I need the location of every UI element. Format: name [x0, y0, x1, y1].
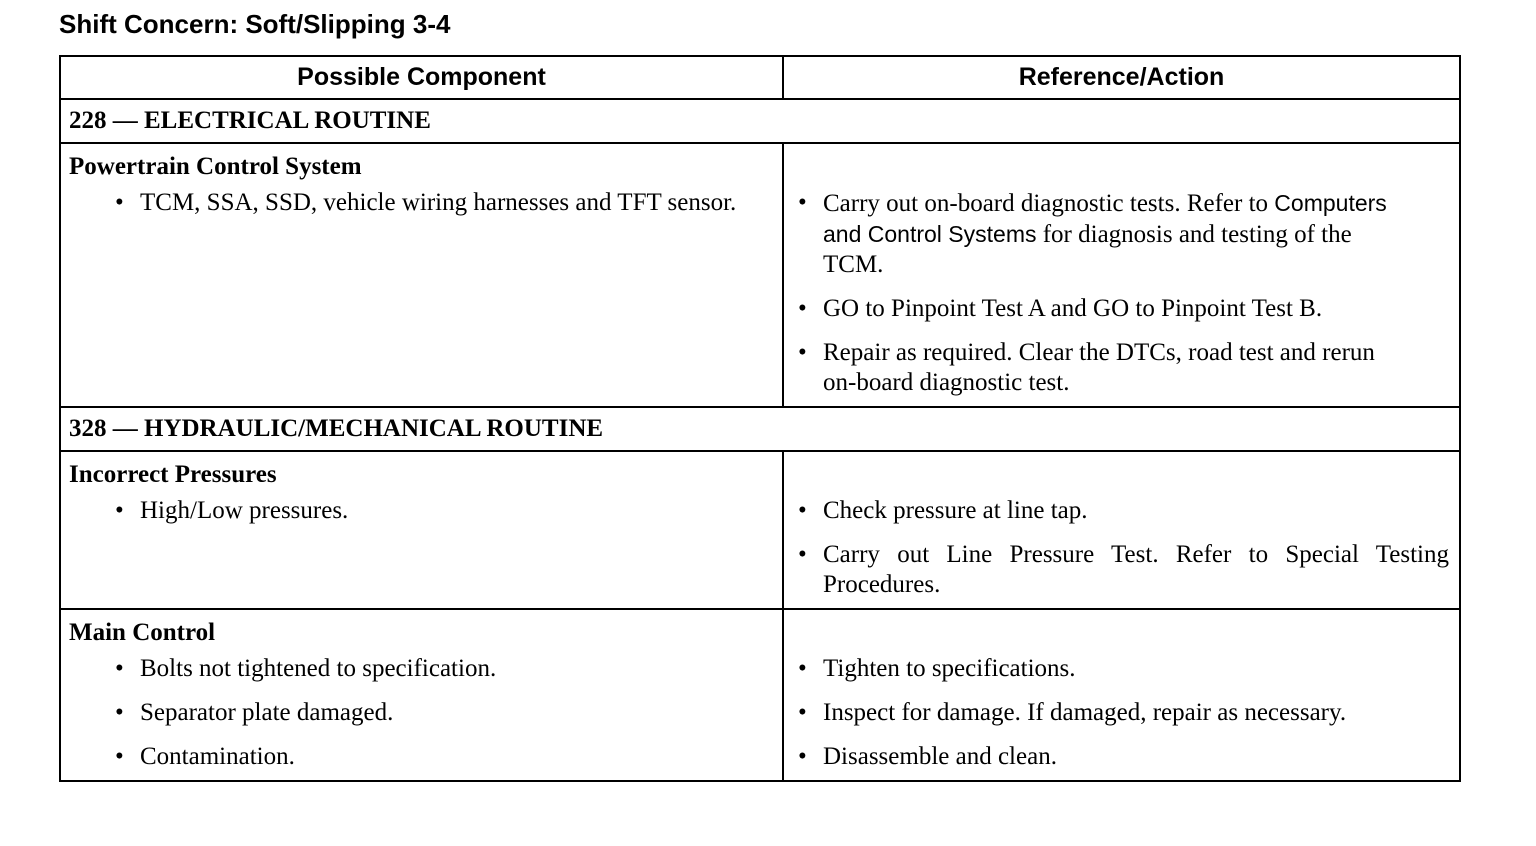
- bullet-icon: •: [798, 743, 807, 770]
- bullet-icon: •: [798, 699, 807, 726]
- list-item: [115, 496, 774, 526]
- list-item: [798, 654, 1449, 684]
- component-item-list: [69, 654, 774, 772]
- action-text: GO to Pinpoint Test A and GO to Pinpoint Test B.: [823, 295, 1323, 322]
- component-name: Powertrain Control System: [69, 153, 362, 180]
- component-item-text: High/Low pressures.: [140, 497, 349, 524]
- list-item: [798, 540, 1449, 600]
- action-text: Carry out on-board diagnostic tests. Refer to: [823, 190, 1275, 217]
- list-item: [798, 698, 1449, 728]
- list-item: [798, 742, 1449, 772]
- routine-heading: 228 — ELECTRICAL ROUTINE: [60, 99, 1460, 143]
- bullet-icon: •: [115, 655, 124, 682]
- list-item: [798, 294, 1449, 324]
- component-item-list: [69, 496, 774, 526]
- bullet-icon: •: [798, 339, 807, 366]
- table-row: [60, 143, 1460, 407]
- routine-heading: 328 — HYDRAULIC/MECHANICAL ROUTINE: [60, 407, 1460, 451]
- component-cell: [60, 143, 783, 407]
- component-item-list: [69, 188, 774, 218]
- routine-row: [60, 407, 1460, 451]
- list-item: [115, 698, 774, 728]
- list-item: [798, 188, 1449, 280]
- component-name: Incorrect Pressures: [69, 461, 277, 488]
- component-cell: [60, 451, 783, 609]
- list-item: [115, 654, 774, 684]
- bullet-icon: •: [798, 497, 807, 524]
- list-item: [115, 742, 774, 772]
- reference-cell: [783, 143, 1460, 407]
- routine-row: [60, 99, 1460, 143]
- page-title: Shift Concern: Soft/Slipping 3-4: [59, 9, 451, 39]
- bullet-icon: •: [115, 497, 124, 524]
- bullet-icon: •: [798, 189, 807, 216]
- action-text: Check pressure at line tap.: [823, 497, 1088, 524]
- bullet-icon: •: [798, 541, 807, 568]
- column-header-component: Possible Component: [60, 56, 783, 99]
- component-item-text: Separator plate damaged.: [140, 699, 394, 726]
- list-item: [798, 496, 1449, 526]
- action-list: [798, 188, 1449, 398]
- action-list: [798, 654, 1449, 772]
- action-text: Carry out Line Pressure Test. Refer to Special Testing Procedures.: [823, 541, 1449, 598]
- reference-cell: [783, 609, 1460, 781]
- table-row: [60, 451, 1460, 609]
- column-header-reference: Reference/Action: [783, 56, 1460, 99]
- action-text: Tighten to specifications.: [823, 655, 1076, 682]
- action-list: [798, 496, 1449, 600]
- bullet-icon: •: [115, 699, 124, 726]
- component-item-text: Contamination.: [140, 743, 295, 770]
- component-item-text: TCM, SSA, SSD, vehicle wiring harnesses and TFT sensor.: [140, 189, 737, 216]
- cross-reference-link[interactable]: Computers and Control Systems: [823, 190, 1387, 247]
- list-item: [798, 338, 1449, 398]
- action-text: Repair as required. Clear the DTCs, road test and rerun on-board diagnostic test.: [823, 339, 1375, 396]
- shift-concern-table: [59, 55, 1461, 782]
- component-name: Main Control: [69, 619, 216, 646]
- component-cell: [60, 609, 783, 781]
- reference-cell: [783, 451, 1460, 609]
- bullet-icon: •: [798, 655, 807, 682]
- action-text: Inspect for damage. If damaged, repair as necessary.: [823, 699, 1347, 726]
- bullet-icon: •: [115, 189, 124, 216]
- action-text: for diagnosis and testing of the TCM.: [823, 221, 1352, 278]
- table-header-row: [60, 56, 1460, 99]
- component-item-text: Bolts not tightened to specification.: [140, 655, 497, 682]
- action-text: Disassemble and clean.: [823, 743, 1057, 770]
- bullet-icon: •: [115, 743, 124, 770]
- list-item: [115, 188, 774, 218]
- table-row: [60, 609, 1460, 781]
- bullet-icon: •: [798, 295, 807, 322]
